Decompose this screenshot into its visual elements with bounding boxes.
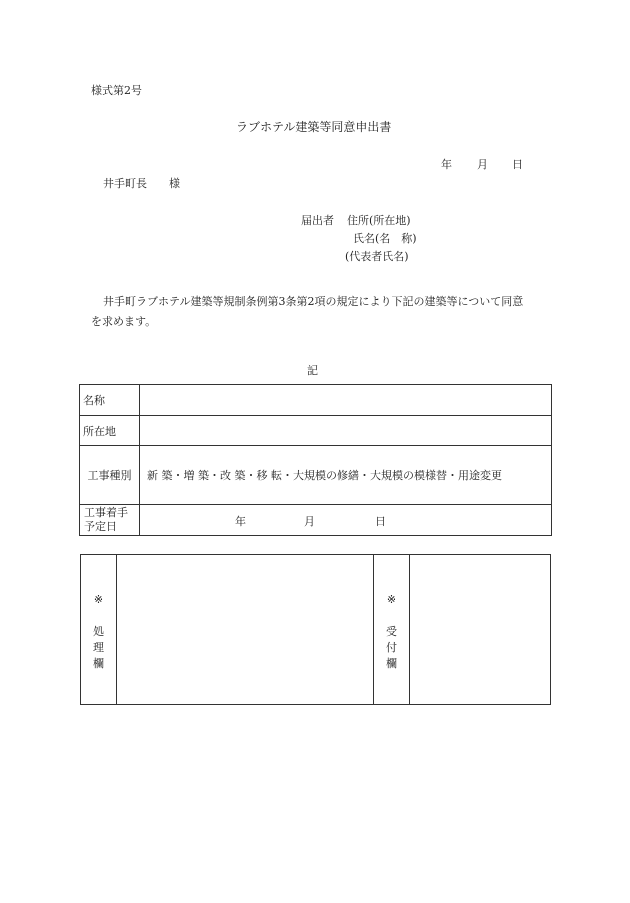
work-type-options: 新 築・増 築・改 築・移 転・大規模の修繕・大規模の模様替・用途変更 — [147, 469, 502, 482]
start-day: 日 — [375, 515, 386, 528]
addressee: 井手町長 様 — [103, 177, 180, 190]
name-label: 名称 — [83, 394, 105, 407]
processing-label-cell — [81, 555, 117, 705]
date-month: 月 — [477, 158, 488, 171]
application-table — [79, 384, 552, 536]
name-label-cell — [80, 385, 140, 416]
processing-label-char-1: 処 — [93, 625, 104, 638]
reception-label-char-2: 付 — [386, 641, 397, 654]
applicant-representative: (代表者氏名) — [345, 250, 409, 263]
applicant-address: 住所(所在地) — [347, 214, 411, 227]
processing-mark: ※ — [93, 593, 104, 606]
date-day: 日 — [512, 158, 523, 171]
applicant-label: 届出者 — [301, 214, 334, 227]
work-type-label-cell — [80, 446, 140, 505]
start-date-value-cell[interactable] — [140, 505, 552, 536]
reception-label-char-3: 欄 — [386, 657, 397, 670]
start-date-label-1: 工事着手 — [84, 506, 128, 519]
processing-label-char-2: 理 — [93, 641, 104, 654]
start-date-label-cell — [80, 505, 140, 536]
start-month: 月 — [304, 515, 315, 528]
processing-label-char-3: 欄 — [93, 657, 104, 670]
body-text-line-2: を求めます。 — [91, 315, 157, 328]
date-year: 年 — [441, 158, 452, 171]
form-number: 様式第2号 — [91, 84, 142, 97]
start-date-label-2: 予定日 — [84, 520, 117, 533]
reception-label-char-1: 受 — [386, 625, 397, 638]
ki-heading: 記 — [307, 364, 318, 377]
reception-mark: ※ — [386, 593, 397, 606]
work-type-label: 工事種別 — [87, 469, 132, 482]
work-type-options-cell[interactable] — [140, 446, 552, 505]
processing-area[interactable] — [117, 555, 374, 705]
name-value-cell[interactable] — [140, 385, 552, 416]
office-use-table — [80, 554, 551, 705]
start-year: 年 — [235, 515, 246, 528]
location-label: 所在地 — [83, 424, 116, 438]
document-title: ラブホテル建築等同意申出書 — [236, 120, 392, 134]
location-value-cell[interactable] — [140, 416, 552, 446]
reception-label-cell — [374, 555, 410, 705]
body-text-line-1: 井手町ラブホテル建築等規制条例第3条第2項の規定により下記の建築等について同意 — [103, 295, 524, 308]
applicant-name: 氏名(名 称) — [353, 232, 417, 245]
reception-area[interactable] — [410, 555, 551, 705]
location-label-cell — [80, 416, 140, 446]
